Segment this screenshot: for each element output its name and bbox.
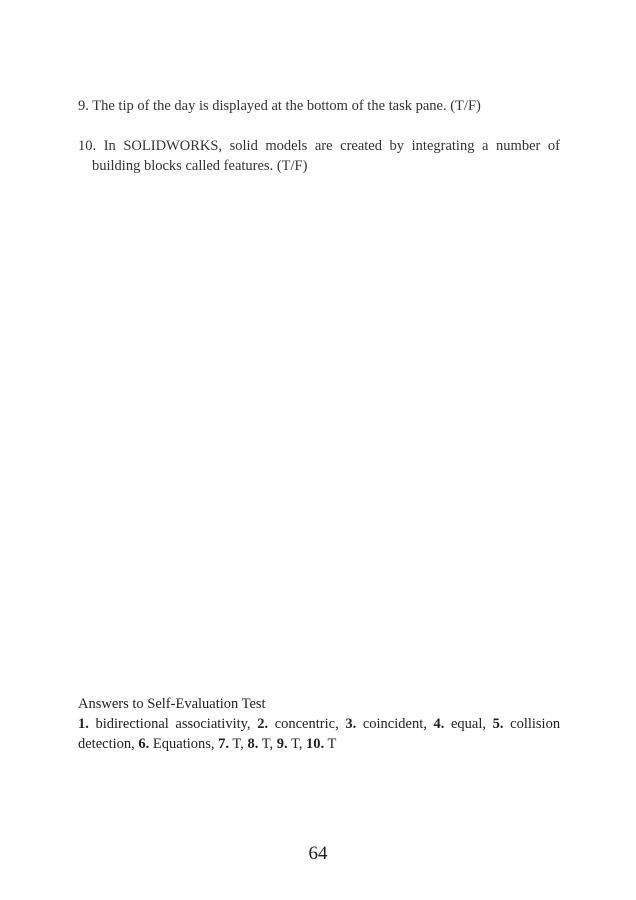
answer-8-number: 8.	[247, 736, 259, 752]
answer-6-text: Equations,	[152, 736, 215, 752]
answer-7-text: T,	[232, 736, 244, 752]
page-number: 64	[308, 843, 328, 864]
question-9	[78, 96, 560, 116]
answer-10-text: T	[327, 736, 337, 752]
answer-5-number: 5.	[492, 716, 504, 732]
answer-9-text: T,	[290, 736, 303, 752]
question-9-number: 9.	[78, 98, 89, 114]
question-10-number: 10.	[78, 138, 97, 154]
answer-3-text: coincident,	[362, 716, 427, 732]
answer-4-number: 4.	[433, 716, 445, 732]
answers-list	[78, 714, 560, 754]
answer-2-text: concentric,	[274, 716, 339, 732]
question-10-text: In SOLIDWORKS, solid models are created by integrating a number of building blocks called features. (T/F)	[92, 138, 560, 174]
answer-6-number: 6.	[138, 736, 150, 752]
question-9-text: The tip of the day is displayed at the bottom of the task pane. (T/F)	[92, 98, 481, 114]
answer-2-number: 2.	[257, 716, 269, 732]
answer-1-text: bidirectional associativity,	[95, 716, 251, 732]
answer-4-text: equal,	[450, 716, 487, 732]
answer-7-number: 7.	[218, 736, 230, 752]
answer-3-number: 3.	[345, 716, 357, 732]
question-10	[78, 136, 560, 176]
answer-9-number: 9.	[276, 736, 288, 752]
answer-5-text: collision detection,	[78, 716, 561, 752]
answer-1-number: 1.	[78, 716, 89, 732]
answers-title: Answers to Self-Evaluation Test	[78, 696, 266, 712]
answer-8-text: T,	[261, 736, 274, 752]
answers-section	[78, 694, 560, 754]
answer-10-number: 10.	[306, 736, 325, 752]
